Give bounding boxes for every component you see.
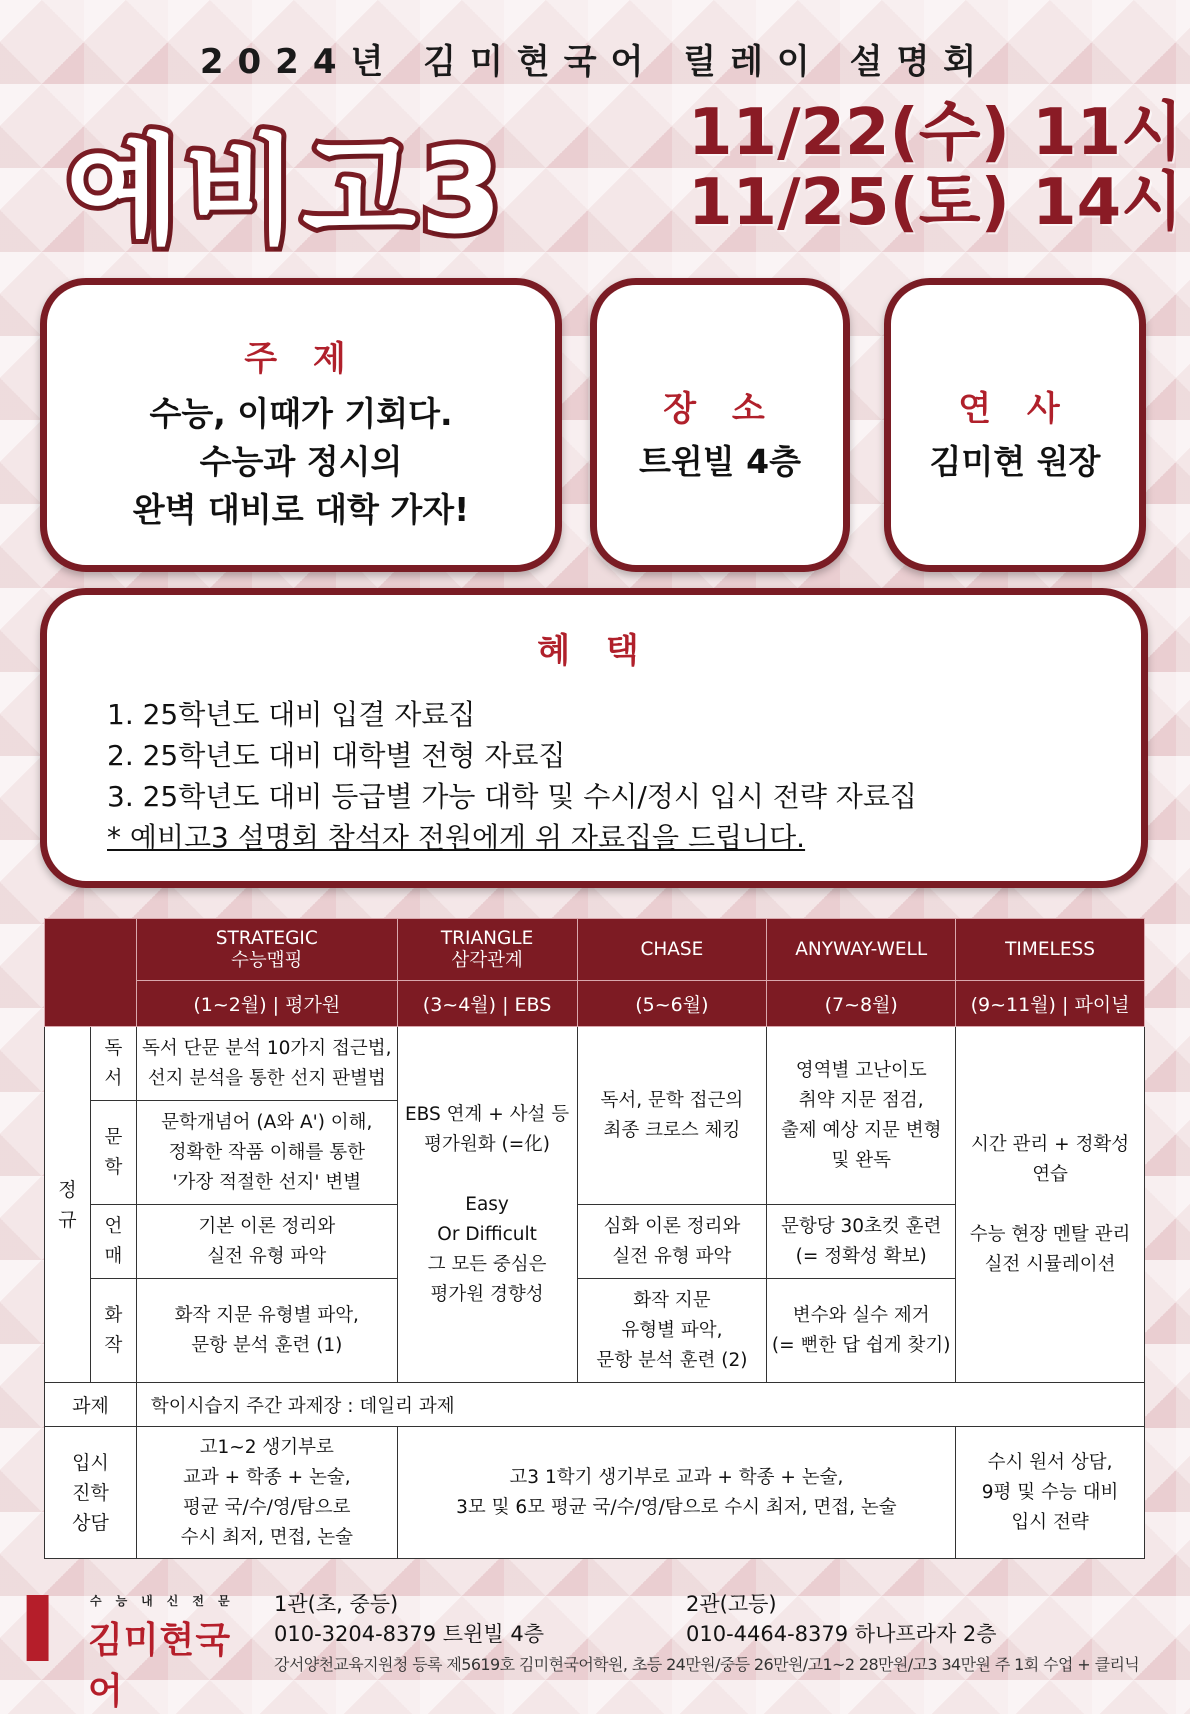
speaker-value: 김미현 원장 [929, 442, 1101, 481]
cell-admission-p5: 수시 원서 상담, 9평 및 수능 대비 입시 전략 [956, 1427, 1145, 1559]
phase-period: (7~8월) [767, 981, 956, 1027]
cell-language-p3: 심화 이론 정리와 실전 유형 파악 [577, 1205, 767, 1279]
event-dates [688, 98, 1183, 238]
phase-period: (9~11월) | 파이널 [956, 981, 1145, 1027]
branch-1-info: 010-3204-8379 트윈빌 4층 [274, 1622, 544, 1646]
place-value: 트윈빌 4층 [639, 442, 801, 481]
cell-reading-lit-p4: 영역별 고난이도 취약 지문 점검, 출제 예상 지문 변형 및 완독 [767, 1027, 956, 1205]
homework-label: 과제 [45, 1383, 137, 1427]
cell-admission-p2-4: 고3 1학기 생기부로 교과 + 학종 + 논술, 3모 및 6모 평균 국/수/영/탐으로 수시 최저, 면접, 논술 [397, 1427, 955, 1559]
benefit-item: 2. 25학년도 대비 대학별 전형 자료집 [107, 739, 566, 772]
branch-1 [274, 1589, 544, 1649]
homework-value: 학이시습지 주간 과제장 : 데일리 과제 [136, 1383, 1144, 1427]
cell-language-p4: 문항당 30초컷 훈련 (= 정확성 확보) [767, 1205, 956, 1279]
cell-reading-lit-p3: 독서, 문학 접근의 최종 크로스 체킹 [577, 1027, 767, 1205]
branch-2-info: 010-4464-8379 하나프라자 2층 [686, 1622, 997, 1646]
cell-reading-p1: 독서 단문 분석 10가지 접근법, 선지 분석을 통한 선지 판별법 [136, 1027, 397, 1101]
benefit-label: 혜 택 [537, 631, 651, 671]
branch-1-title: 1관(초, 중등) [274, 1592, 399, 1616]
place-label: 장 소 [663, 389, 777, 429]
topic-line-1: 수능, 이때가 기회다. [149, 394, 453, 433]
cell-admission-p1: 고1~2 생기부로 교과 + 학종 + 논술, 평균 국/수/영/탐으로 수시 최저, 면접, 논술 [136, 1427, 397, 1559]
speaker-card [884, 278, 1146, 572]
phase-period: (1~2월) | 평가원 [136, 981, 397, 1027]
date-1: 11/22(수) 11시 [688, 96, 1183, 170]
benefit-list [107, 694, 1081, 817]
branch-2-title: 2관(고등) [686, 1592, 777, 1616]
cell-p2-all: EBS 연계 + 사설 등 평가원화 (=化) Easy Or Difficult 그 모든 중심은 평가원 경향성 [397, 1027, 577, 1383]
benefit-card [40, 588, 1148, 888]
logo-name: 김미현국어 [88, 1620, 232, 1712]
table-corner [45, 919, 137, 1027]
phase-period: (3~4월) | EBS [397, 981, 577, 1027]
benefit-note: * 예비고3 설명회 참석자 전원에게 위 자료집을 드립니다. [107, 821, 806, 854]
place-card [590, 278, 850, 572]
topic-card [40, 278, 562, 572]
academy-logo [10, 1584, 260, 1712]
phase-header-chase: CHASE [577, 919, 767, 981]
subject-reading: 독 서 [90, 1027, 136, 1101]
cell-p5-all: 시간 관리 + 정확성 연습 수능 현장 멘탈 관리 실전 시뮬레이션 [956, 1027, 1145, 1383]
speaker-label: 연 사 [958, 389, 1072, 429]
topic-label: 주 제 [244, 339, 358, 379]
logo-mark-icon: ❚ [10, 1584, 66, 1661]
cell-literature-p1: 문학개념어 (A와 A') 이해, 정확한 작품 이해를 통한 '가장 적절한 선지' 변별 [136, 1101, 397, 1205]
topic-line-3: 완벽 대비로 대학 가자! [132, 490, 470, 529]
branch-2 [686, 1589, 997, 1649]
phase-period: (5~6월) [577, 981, 767, 1027]
logo-tagline: 수능내신전문 [90, 1594, 244, 1608]
phase-header-triangle: TRIANGLE 삼각관계 [397, 919, 577, 981]
curriculum-table [44, 918, 1145, 1559]
cell-speech-p1: 화작 지문 유형별 파악, 문항 분석 훈련 (1) [136, 1279, 397, 1383]
subject-literature: 문 학 [90, 1101, 136, 1205]
topic-line-2: 수능과 정시의 [199, 442, 403, 481]
legal-notice: 강서양천교육지원청 등록 제5619호 김미현국어학원, 초등 24만원/중등 26만원/고1~2 28만원/고3 34만원 주 1회 수업 + 클리닉 [274, 1655, 1140, 1674]
phase-header-strategic: STRATEGIC 수능맵핑 [136, 919, 397, 981]
date-2: 11/25(토) 14시 [688, 166, 1183, 240]
cell-language-p1: 기본 이론 정리와 실전 유형 파악 [136, 1205, 397, 1279]
admission-label: 입시 진학 상담 [45, 1427, 137, 1559]
benefit-item: 1. 25학년도 대비 입결 자료집 [107, 698, 476, 731]
subject-speech: 화 작 [90, 1279, 136, 1383]
phase-header-anyway-well: ANYWAY-WELL [767, 919, 956, 981]
regular-label: 정 규 [45, 1027, 91, 1383]
phase-header-timeless: TIMELESS [956, 919, 1145, 981]
benefit-item: 3. 25학년도 대비 등급별 가능 대학 및 수시/정시 입시 전략 자료집 [107, 780, 917, 813]
cell-speech-p4: 변수와 실수 제거 (= 뻔한 답 쉽게 찾기) [767, 1279, 956, 1383]
event-title: 2024년 김미현국어 릴레이 설명회 [199, 42, 991, 82]
subject-language: 언 매 [90, 1205, 136, 1279]
cell-speech-p3: 화작 지문 유형별 파악, 문항 분석 훈련 (2) [577, 1279, 767, 1383]
target-grade-title: 예비고3 [66, 122, 507, 260]
